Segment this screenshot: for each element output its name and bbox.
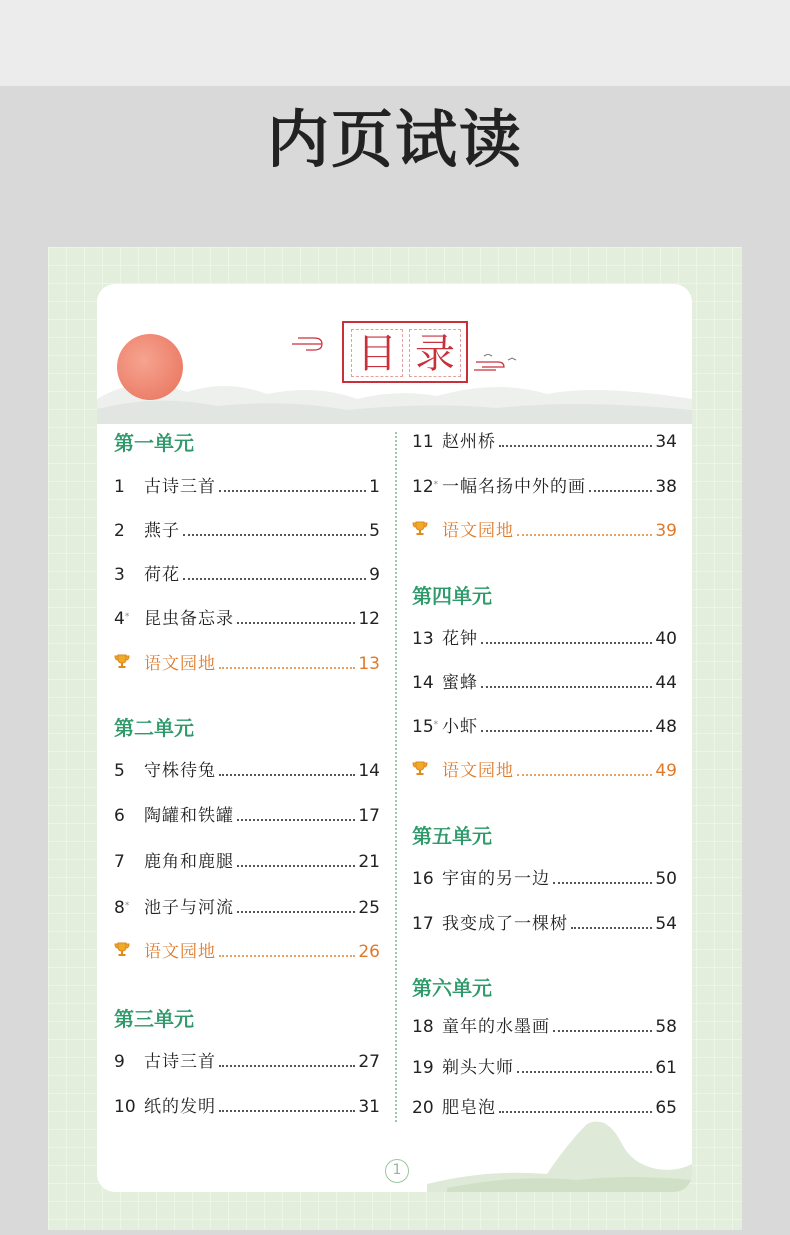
page-ref: 38 [655,477,677,497]
lesson-title: 古诗三首 [144,477,216,497]
leader-dots [589,490,652,492]
lesson-number: 19 [412,1058,434,1078]
lesson-number: 14 [412,673,434,693]
lesson-title: 赵州桥 [442,432,496,452]
leader-dots [237,622,355,624]
toc-entry[interactable] [114,849,380,875]
leader-dots [517,1071,652,1073]
lesson-title: 鹿角和鹿腿 [144,852,234,872]
optional-mark: * [433,480,439,490]
page-ref: 39 [655,521,677,541]
page-ref: 54 [655,914,677,934]
page-ref: 26 [358,942,380,962]
garden-title: 语文园地 [144,942,216,962]
top-band [0,0,790,86]
lesson-title: 一幅名扬中外的画 [442,477,586,497]
toc-garden-entry[interactable] [114,651,380,677]
toc-entry[interactable] [114,1049,380,1075]
trophy-icon [114,651,142,677]
toc-entry[interactable] [412,429,677,455]
lesson-number: 17 [412,914,434,934]
optional-mark: * [433,720,439,730]
toc-entry[interactable] [412,911,677,937]
page-ref: 61 [655,1058,677,1078]
toc-entry[interactable] [114,758,380,784]
page-ref: 65 [655,1098,677,1118]
lesson-number: 5 [114,761,125,781]
page-ref: 14 [358,761,380,781]
lesson-title: 燕子 [144,521,180,541]
toc-entry[interactable] [412,1014,677,1040]
toc-entry[interactable] [412,1055,677,1081]
page-title: 内页试读 [266,103,523,176]
lesson-number: 4 * [114,606,142,632]
leader-dots [219,667,355,669]
page-ref: 34 [655,432,677,452]
toc-entry[interactable] [114,606,380,632]
lesson-title: 古诗三首 [144,1052,216,1072]
lesson-title: 纸的发明 [144,1097,216,1117]
toc-entry[interactable] [114,562,380,588]
toc-entry[interactable] [114,1094,380,1120]
lesson-title: 昆虫备忘录 [144,609,234,629]
lesson-number: 2 [114,521,125,541]
page-ref: 17 [358,806,380,826]
lesson-title: 宇宙的另一边 [442,869,550,889]
leader-dots [183,534,366,536]
unit-heading: 第一单元 [114,431,194,455]
column-divider [395,432,397,1122]
leader-dots [219,774,355,776]
page-ref: 9 [369,565,380,585]
lesson-number: 13 [412,629,434,649]
lesson-title: 守株待兔 [144,761,216,781]
optional-mark: * [124,901,130,911]
page-ref: 12 [358,609,380,629]
toc-entry[interactable] [412,1095,677,1121]
leader-dots [553,882,652,884]
toc-entry[interactable] [114,474,380,500]
lesson-number: 12 * [412,474,440,500]
leader-dots [499,1111,652,1113]
lesson-number: 8 * [114,895,142,921]
lesson-title: 蜜蜂 [442,673,478,693]
lesson-number: 6 [114,806,125,826]
garden-title: 语文园地 [442,761,514,781]
lesson-number: 1 [114,477,125,497]
mountain-illustration [427,1114,692,1192]
lesson-number: 7 [114,852,125,872]
leader-dots [571,927,652,929]
leader-dots [219,490,366,492]
cloud-swirl-icon [472,354,520,374]
lesson-number: 11 [412,432,434,452]
cloud-swirl-icon [292,334,340,354]
page-ref: 58 [655,1017,677,1037]
lesson-number: 3 [114,565,125,585]
lesson-number: 10 [114,1097,136,1117]
leader-dots [499,445,652,447]
trophy-icon [412,518,440,544]
leader-dots [481,642,652,644]
page-ref: 40 [655,629,677,649]
leader-dots [219,955,355,957]
trophy-icon [114,939,142,965]
optional-mark: * [124,612,130,622]
page-ref: 49 [655,761,677,781]
page-ref: 25 [358,898,380,918]
lesson-title: 童年的水墨画 [442,1017,550,1037]
trophy-icon [412,758,440,784]
leader-dots [237,865,355,867]
leader-dots [219,1110,355,1112]
page-number: 1 [385,1159,409,1183]
leader-dots [219,1065,355,1067]
page-ref: 44 [655,673,677,693]
garden-title: 语文园地 [442,521,514,541]
lesson-number: 18 [412,1017,434,1037]
toc-entry[interactable] [114,518,380,544]
toc-entry[interactable] [114,803,380,829]
unit-heading: 第二单元 [114,716,194,740]
leader-dots [517,534,652,536]
lesson-title: 小虾 [442,717,478,737]
leader-dots [517,774,652,776]
page-ref: 50 [655,869,677,889]
toc-entry[interactable] [412,866,677,892]
page-ref: 48 [655,717,677,737]
sun-illustration [117,334,183,400]
unit-heading: 第四单元 [412,584,492,608]
leader-dots [237,819,355,821]
lesson-number: 16 [412,869,434,889]
toc-title-char: 目 [351,329,403,377]
lesson-title: 池子与河流 [144,898,234,918]
lesson-number: 9 [114,1052,125,1072]
lesson-number: 15 * [412,714,440,740]
page-ref: 5 [369,521,380,541]
page-ref: 21 [358,852,380,872]
unit-heading: 第五单元 [412,824,492,848]
toc-garden-entry[interactable] [114,939,380,965]
leader-dots [183,578,366,580]
page-ref: 27 [358,1052,380,1072]
leader-dots [237,911,355,913]
toc-entry[interactable] [412,714,677,740]
leader-dots [481,686,652,688]
unit-heading: 第六单元 [412,976,492,1000]
toc-garden-entry[interactable] [412,518,677,544]
page-ref: 31 [358,1097,380,1117]
lesson-title: 花钟 [442,629,478,649]
unit-heading: 第三单元 [114,1007,194,1031]
garden-title: 语文园地 [144,654,216,674]
toc-entry[interactable] [114,895,380,921]
toc-title [342,321,468,383]
toc-entry[interactable] [412,474,677,500]
lesson-title: 荷花 [144,565,180,585]
toc-title-char: 录 [409,329,461,377]
lesson-title: 陶罐和铁罐 [144,806,234,826]
lesson-title: 我变成了一棵树 [442,914,568,934]
leader-dots [481,730,652,732]
leader-dots [553,1030,652,1032]
lesson-title: 肥皂泡 [442,1098,496,1118]
toc-garden-entry[interactable] [412,758,677,784]
page-ref: 13 [358,654,380,674]
toc-entry[interactable] [412,670,677,696]
page-ref: 1 [369,477,380,497]
lesson-number: 20 [412,1098,434,1118]
toc-entry[interactable] [412,626,677,652]
lesson-title: 剃头大师 [442,1058,514,1078]
